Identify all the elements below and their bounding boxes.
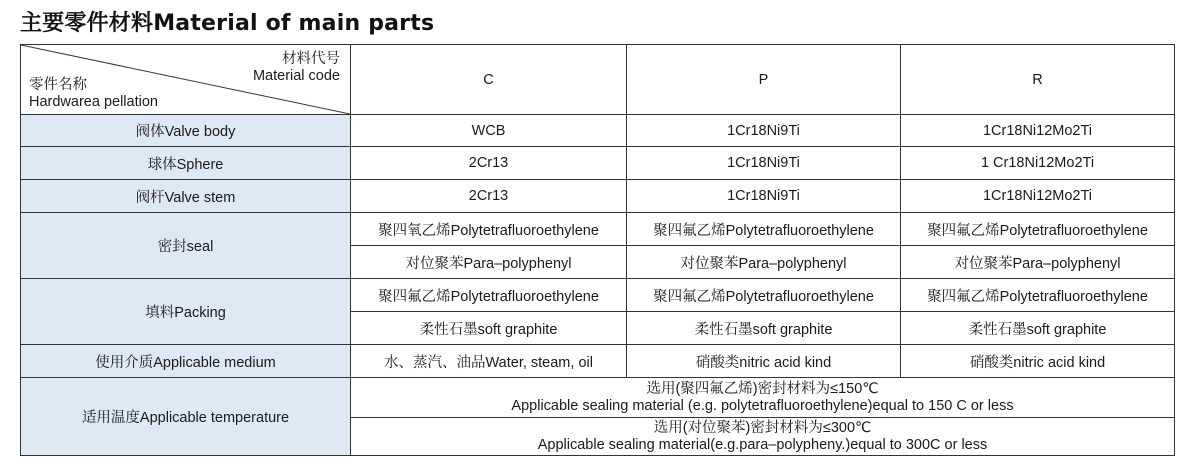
temperature-note-polyphenyl — [351, 418, 1175, 456]
page-title: 主要零件材料Material of main parts — [20, 11, 435, 36]
header-row — [21, 45, 1175, 115]
row-label-temperature: 适用温度Applicable temperature — [21, 378, 351, 456]
row-label-medium: 使用介质Applicable medium — [21, 345, 351, 378]
note-cn: 选用(聚四氟乙烯)密封材料为≤150℃ — [646, 380, 879, 397]
table-cell: 1Cr18Ni9Ti — [627, 147, 901, 180]
table-cell: 水、蒸汽、油品Water, steam, oil — [351, 345, 627, 378]
diagonal-header-cell — [21, 45, 351, 115]
table-cell: 聚四氟乙烯Polytetrafluoroethylene — [627, 279, 901, 312]
table-cell: 柔性石墨soft graphite — [901, 312, 1175, 345]
temperature-note-ptfe — [351, 378, 1175, 418]
table-cell: 对位聚苯Para–polyphenyl — [627, 246, 901, 279]
column-header-c: C — [351, 45, 627, 115]
table-row — [21, 147, 1175, 180]
table-cell: 2Cr13 — [351, 147, 627, 180]
table-cell: 1Cr18Ni12Mo2Ti — [901, 180, 1175, 213]
part-name-label: 零件名称 Hardwarea pellation — [29, 77, 158, 110]
note-cn: 选用(对位聚苯)密封材料为≤300℃ — [653, 419, 872, 436]
table-cell: 对位聚苯Para–polyphenyl — [901, 246, 1175, 279]
row-label-seal: 密封seal — [21, 213, 351, 279]
table-row — [21, 213, 1175, 246]
row-label-valve-stem: 阀杆Valve stem — [21, 180, 351, 213]
row-label-sphere: 球体Sphere — [21, 147, 351, 180]
note-en: Applicable sealing material(e.g.para–polypheny.)equal to 300C or less — [537, 436, 988, 453]
table-cell: WCB — [351, 115, 627, 147]
table-cell: 硝酸类nitric acid kind — [627, 345, 901, 378]
row-label-packing: 填料Packing — [21, 279, 351, 345]
row-label-valve-body: 阀体Valve body — [21, 115, 351, 147]
note-en: Applicable sealing material (e.g. polytetrafluoroethylene)equal to 150 C or less — [511, 397, 1014, 414]
table-cell: 对位聚苯Para–polyphenyl — [351, 246, 627, 279]
material-code-label: 材料代号 Material code — [252, 51, 340, 84]
column-header-p: P — [627, 45, 901, 115]
table-cell: 聚四氟乙烯Polytetrafluoroethylene — [901, 213, 1175, 246]
table-cell: 聚四氟乙烯Polytetrafluoroethylene — [901, 279, 1175, 312]
table-row — [21, 180, 1175, 213]
table-cell: 1Cr18Ni9Ti — [627, 180, 901, 213]
table-cell: 1Cr18Ni9Ti — [627, 115, 901, 147]
table-row — [21, 279, 1175, 312]
column-header-r: R — [901, 45, 1175, 115]
table-cell: 柔性石墨soft graphite — [627, 312, 901, 345]
table-cell: 1 Cr18Ni12Mo2Ti — [901, 147, 1175, 180]
table-cell: 聚四氟乙烯Polytetrafluoroethylene — [627, 213, 901, 246]
table-row — [21, 378, 1175, 418]
table-cell: 聚四氧乙烯Polytetrafluoroethylene — [351, 213, 627, 246]
table-cell: 柔性石墨soft graphite — [351, 312, 627, 345]
table-row — [21, 115, 1175, 147]
table-cell: 1Cr18Ni12Mo2Ti — [901, 115, 1175, 147]
table-cell: 聚四氟乙烯Polytetrafluoroethylene — [351, 279, 627, 312]
table-cell: 硝酸类nitric acid kind — [901, 345, 1175, 378]
material-table — [20, 44, 1175, 456]
table-row — [21, 345, 1175, 378]
table-cell: 2Cr13 — [351, 180, 627, 213]
